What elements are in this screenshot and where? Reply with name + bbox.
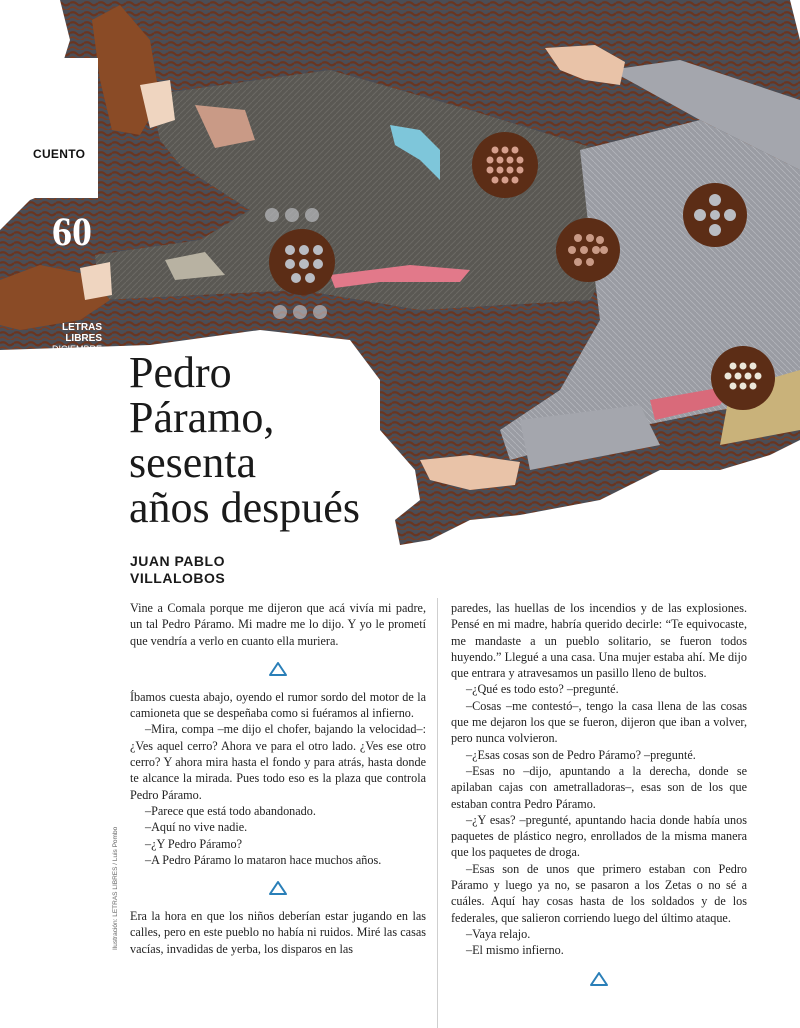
section-tab (0, 58, 98, 198)
magazine-credit (30, 322, 102, 364)
title-line: años después (129, 483, 360, 532)
section-separator (451, 959, 747, 999)
author-line: VILLALOBOS (130, 570, 226, 586)
paragraph: –¿Qué es todo esto? –pregunté. (466, 682, 619, 697)
paragraph: –¿Esas cosas son de Pedro Páramo? –pregunté. (466, 747, 696, 762)
dot-circle (683, 183, 747, 247)
magazine-name: LETRAS LIBRES (62, 322, 102, 344)
section-separator (130, 868, 426, 908)
magazine-issue: DICIEMBRE 2015 (51, 344, 102, 364)
paragraph: –Parece que está todo abandonado. (145, 803, 316, 818)
section-separator (130, 649, 426, 689)
title-line: Páramo, (129, 393, 275, 442)
author-line: JUAN PABLO (130, 553, 225, 569)
paragraph: –Aquí no vive nadie. (145, 820, 248, 835)
paragraph: –El mismo infierno. (466, 943, 564, 958)
paragraph: paredes, las huellas de los incendios y de las explosiones. Pensé en mi madre, habría querido decirle: “Te equivocaste, me mandaste a un pueblo solitario, se fueron todos huyendo.” Llegué a una casa. Una mujer estaba ahí. Me dijo que entrara y atravesamos un pasillo lleno de bultos. (451, 601, 747, 681)
author-byline (130, 553, 225, 587)
triangle-icon (268, 661, 288, 677)
paragraph: –¿Y esas? –pregunté, apuntando hacia donde había unos paquetes de plástico negro, enrollados de la misma manera que los paquetes de droga. (451, 812, 747, 860)
section-label: CUENTO (33, 147, 86, 161)
paragraph: –Mira, compa –me dijo el chofer, bajando la velocidad–: ¿Ves aquel cerro? Ahora ve para el otro lado. ¿Ves ese otro cerro? Y ahora mira hasta el fondo y para atrás, hasta donde te alcance la mirada. Pues todo eso es la plaza que controla Pedro Páramo. (130, 722, 426, 802)
sock (80, 262, 112, 300)
paragraph: Era la hora en que los niños deberían estar jugando en las calles, pero en este pueblo no había ni ruidos. Miré las casas vacías, invadidas de yerba, los disparos en las (130, 909, 426, 956)
illustration-credit: Ilustración: LETRAS LIBRES / Luis Pombo (112, 826, 119, 950)
column-divider (437, 598, 438, 1028)
triangle-icon (589, 971, 609, 987)
paragraph: –Esas son de unos que primero estaban con Pedro Páramo y luego ya no, se pasaron a los Zetas o no sé a cuáles. Aquí hay cosas hasta de los soldados y de los federales, que salieron corriendo luego del último ataque. (451, 861, 747, 925)
page-number: 60 (52, 209, 92, 254)
dot-circle (269, 229, 335, 295)
triangle-icon (268, 880, 288, 896)
article-title (129, 350, 360, 530)
paragraph: –¿Y Pedro Páramo? (145, 836, 243, 851)
dot-circle (472, 132, 538, 198)
body-column-left (130, 600, 426, 957)
body-column-right (451, 600, 747, 999)
dot-circle (711, 346, 775, 410)
title-line: sesenta (129, 438, 257, 487)
paragraph: –Vaya relajo. (466, 926, 531, 941)
dot-circle (556, 218, 620, 282)
paragraph: –A Pedro Páramo lo mataron hace muchos años. (145, 852, 382, 867)
paragraph: –Cosas –me contestó–, tengo la casa llena de las cosas que me dejaron los que se fueron, dijeron que iban a volver, pero nunca volvieron. (451, 698, 747, 746)
paragraph: –Esas no –dijo, apuntando a la derecha, donde se apilaban cajas con ametralladoras–, esas son de los que estaban contra Pedro Páramo. (451, 763, 747, 811)
paragraph: Íbamos cuesta abajo, oyendo el rumor sordo del motor de la camioneta que se despeñaba como si fuéramos al infierno. (130, 689, 426, 721)
title-line: Pedro (129, 348, 232, 397)
paragraph: Vine a Comala porque me dijeron que acá vivía mi padre, un tal Pedro Páramo. Mi madre me lo dijo. Y yo le prometí que vendría a verlo en cuanto ella muriera. (130, 601, 426, 648)
